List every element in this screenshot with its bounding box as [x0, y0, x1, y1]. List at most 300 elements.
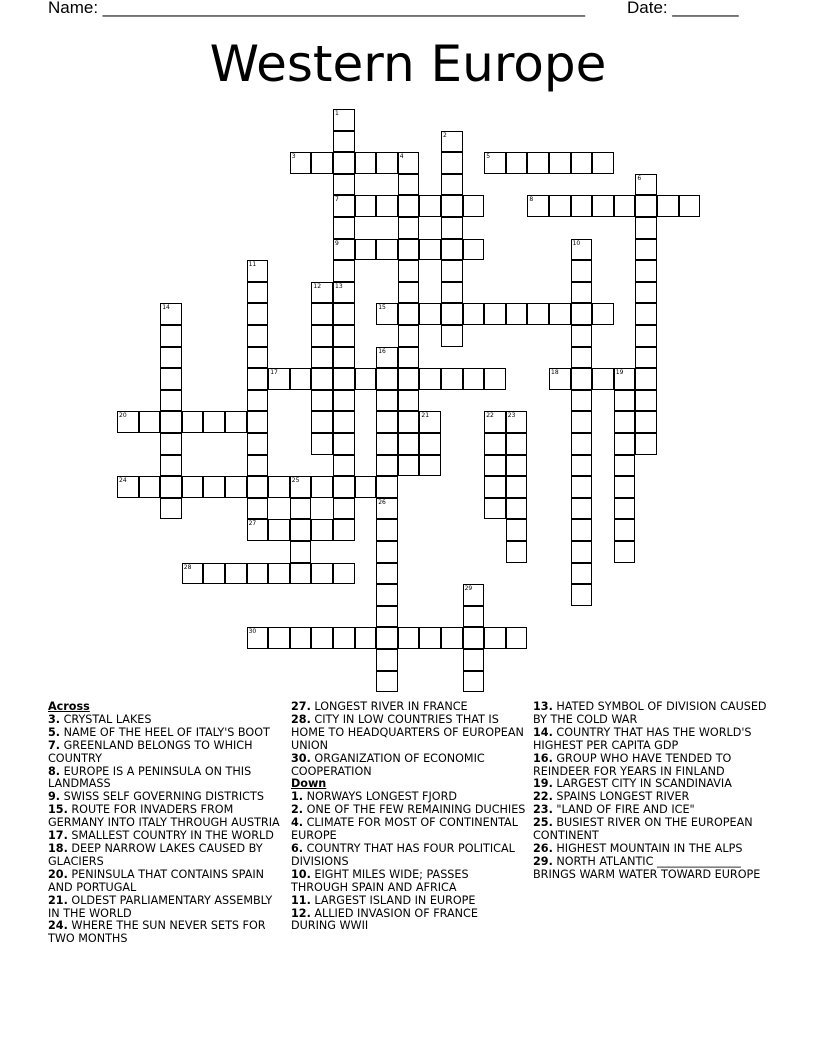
grid-cell[interactable] [247, 455, 269, 477]
grid-cell[interactable] [311, 627, 333, 649]
grid-cell[interactable] [333, 303, 355, 325]
grid-cell[interactable] [376, 584, 398, 606]
grid-cell[interactable] [355, 627, 377, 649]
grid-cell[interactable] [333, 260, 355, 282]
grid-cell[interactable] [635, 368, 657, 390]
cell-number: 3 [291, 153, 296, 161]
grid-cell[interactable] [398, 195, 420, 217]
grid-cell[interactable] [376, 347, 398, 369]
grid-cell[interactable] [376, 368, 398, 390]
grid-cell[interactable] [311, 282, 333, 304]
across-clue [48, 920, 280, 946]
clue-text: BUSIEST RIVER ON THE EUROPEAN CONTINENT [533, 816, 753, 843]
grid-cell[interactable] [117, 476, 139, 498]
grid-cell[interactable] [376, 649, 398, 671]
grid-cell[interactable] [463, 584, 485, 606]
cell-number: 23 [507, 412, 516, 420]
grid-cell[interactable] [355, 368, 377, 390]
cell-number: 19 [615, 369, 624, 377]
grid-cell[interactable] [333, 368, 355, 390]
grid-cell[interactable] [160, 498, 182, 520]
cell-number: 24 [119, 477, 127, 485]
grid-cell[interactable] [398, 347, 420, 369]
grid-cell[interactable] [333, 325, 355, 347]
clue-text: ONE OF THE FEW REMAINING DUCHIES [303, 803, 526, 817]
grid-cell[interactable] [311, 433, 333, 455]
grid-cell[interactable] [376, 627, 398, 649]
clue-text: CLIMATE FOR MOST OF CONTINENTAL EUROPE [291, 816, 518, 843]
grid-cell[interactable] [398, 627, 420, 649]
grid-cell[interactable] [419, 433, 441, 455]
grid-cell[interactable] [160, 325, 182, 347]
grid-cell[interactable] [463, 239, 485, 261]
grid-cell[interactable] [571, 563, 593, 585]
grid-cell[interactable] [549, 368, 571, 390]
grid-cell[interactable] [614, 476, 636, 498]
cell-number: 18 [551, 369, 559, 377]
grid-cell[interactable] [160, 455, 182, 477]
grid-cell[interactable] [311, 325, 333, 347]
grid-cell[interactable] [506, 541, 528, 563]
grid-cell[interactable] [419, 627, 441, 649]
clue-text: CRYSTAL LAKES [60, 712, 152, 726]
cell-number: 30 [248, 628, 257, 636]
grid-cell[interactable] [441, 282, 463, 304]
grid-cell[interactable] [506, 476, 528, 498]
grid-cell[interactable] [290, 476, 312, 498]
grid-cell[interactable] [203, 411, 225, 433]
grid-cell[interactable] [247, 390, 269, 412]
grid-cell[interactable] [247, 282, 269, 304]
grid-cell[interactable] [571, 476, 593, 498]
grid-cell[interactable] [311, 476, 333, 498]
grid-cell[interactable] [441, 239, 463, 261]
clue-number: 13. [533, 700, 553, 713]
grid-cell[interactable] [247, 519, 269, 541]
grid-cell[interactable] [182, 476, 204, 498]
clue-number: 27. [291, 700, 311, 713]
clue-number: 10. [291, 867, 311, 881]
grid-cell[interactable] [506, 303, 528, 325]
grid-cell[interactable] [268, 627, 290, 649]
clue-number: 24. [48, 919, 68, 933]
across-clue [291, 714, 526, 753]
grid-cell[interactable] [355, 476, 377, 498]
grid-cell[interactable] [635, 433, 657, 455]
grid-cell[interactable] [571, 411, 593, 433]
grid-cell[interactable] [398, 411, 420, 433]
grid-cell[interactable] [614, 519, 636, 541]
grid-cell[interactable] [484, 152, 506, 174]
grid-cell[interactable] [333, 563, 355, 585]
grid-cell[interactable] [527, 303, 549, 325]
grid-cell[interactable] [333, 455, 355, 477]
grid-cell[interactable] [225, 411, 247, 433]
grid-cell[interactable] [376, 455, 398, 477]
cell-number: 1 [335, 110, 339, 117]
grid-cell[interactable] [571, 325, 593, 347]
cell-number: 29 [464, 585, 473, 593]
name-line[interactable]: Name: ___________________________________________________ [48, 0, 585, 17]
clue-number: 11. [291, 893, 311, 907]
grid-cell[interactable] [268, 519, 290, 541]
clue-number: 2. [291, 803, 304, 817]
grid-cell[interactable] [635, 303, 657, 325]
grid-cell[interactable] [333, 152, 355, 174]
clue-text: SPAINS LONGEST RIVER [552, 790, 690, 804]
grid-cell[interactable] [376, 239, 398, 261]
grid-cell[interactable] [290, 627, 312, 649]
grid-cell[interactable] [571, 498, 593, 520]
grid-cell[interactable] [419, 368, 441, 390]
grid-cell[interactable] [333, 498, 355, 520]
across-clues-part-2 [291, 701, 526, 778]
clue-text: NAME OF THE HEEL OF ITALY'S BOOT [60, 725, 270, 739]
grid-cell[interactable] [614, 195, 636, 217]
grid-cell[interactable] [398, 325, 420, 347]
grid-cell[interactable] [333, 390, 355, 412]
grid-cell[interactable] [679, 195, 701, 217]
grid-cell[interactable] [160, 347, 182, 369]
clue-number: 14. [533, 725, 553, 739]
grid-cell[interactable] [376, 541, 398, 563]
cell-number: 6 [637, 174, 642, 182]
grid-cell[interactable] [571, 433, 593, 455]
grid-cell[interactable] [311, 390, 333, 412]
down-clues-part-1 [291, 791, 526, 933]
clue-text: ALLIED INVASION OF FRANCE DURING WWII [291, 906, 478, 933]
clue-text: CITY IN LOW COUNTRIES THAT IS HOME TO HEADQUARTERS OF EUROPEAN UNION [291, 712, 524, 752]
grid-cell[interactable] [376, 152, 398, 174]
grid-cell[interactable] [527, 195, 549, 217]
clue-text: COUNTRY THAT HAS THE WORLD'S HIGHEST PER CAPITA GDP [533, 725, 752, 752]
grid-cell[interactable] [463, 303, 485, 325]
grid-cell[interactable] [484, 455, 506, 477]
clue-number: 23. [533, 803, 553, 817]
grid-cell[interactable] [549, 195, 571, 217]
grid-cell[interactable] [203, 476, 225, 498]
grid-cell[interactable] [506, 152, 528, 174]
grid-cell[interactable] [160, 411, 182, 433]
grid-cell[interactable] [571, 455, 593, 477]
across-clues-part-1 [48, 714, 280, 946]
grid-cell[interactable] [333, 627, 355, 649]
grid-cell[interactable] [355, 239, 377, 261]
grid-cell[interactable] [571, 584, 593, 606]
cell-number: 4 [399, 153, 404, 161]
grid-cell[interactable] [614, 498, 636, 520]
grid-cell[interactable] [160, 368, 182, 390]
down-clue [533, 753, 768, 779]
grid-cell[interactable] [376, 671, 398, 693]
grid-cell[interactable] [484, 498, 506, 520]
grid-cell[interactable] [571, 541, 593, 563]
grid-cell[interactable] [247, 368, 269, 390]
grid-cell[interactable] [355, 195, 377, 217]
grid-cell[interactable] [571, 519, 593, 541]
grid-cell[interactable] [225, 476, 247, 498]
grid-cell[interactable] [311, 519, 333, 541]
grid-cell[interactable] [398, 260, 420, 282]
grid-cell[interactable] [398, 368, 420, 390]
grid-cell[interactable] [333, 282, 355, 304]
cell-number: 21 [421, 412, 430, 420]
grid-cell[interactable] [247, 325, 269, 347]
grid-cell[interactable] [247, 411, 269, 433]
grid-cell[interactable] [333, 239, 355, 261]
grid-cell[interactable] [635, 217, 657, 239]
grid-cell[interactable] [441, 260, 463, 282]
grid-cell[interactable] [506, 411, 528, 433]
cell-number: 22 [486, 412, 494, 420]
grid-cell[interactable] [247, 476, 269, 498]
grid-cell[interactable] [419, 195, 441, 217]
grid-cell[interactable] [376, 563, 398, 585]
grid-cell[interactable] [614, 390, 636, 412]
grid-cell[interactable] [376, 519, 398, 541]
grid-cell[interactable] [506, 433, 528, 455]
cell-number: 17 [270, 369, 278, 377]
grid-cell[interactable] [376, 476, 398, 498]
clue-number: 25. [533, 816, 553, 830]
grid-cell[interactable] [506, 498, 528, 520]
grid-cell[interactable] [333, 411, 355, 433]
grid-cell[interactable] [635, 195, 657, 217]
clue-text: DEEP NARROW LAKES CAUSED BY GLACIERS [48, 841, 263, 868]
grid-cell[interactable] [614, 411, 636, 433]
grid-cell[interactable] [398, 282, 420, 304]
grid-cell[interactable] [247, 498, 269, 520]
clue-text: SMALLEST COUNTRY IN THE WORLD [67, 829, 274, 843]
grid-cell[interactable] [463, 195, 485, 217]
grid-cell[interactable] [398, 217, 420, 239]
grid-cell[interactable] [571, 239, 593, 261]
grid-cell[interactable] [398, 303, 420, 325]
across-clue [48, 895, 280, 921]
grid-cell[interactable] [376, 606, 398, 628]
grid-cell[interactable] [484, 303, 506, 325]
grid-cell[interactable] [398, 455, 420, 477]
grid-cell[interactable] [247, 627, 269, 649]
grid-cell[interactable] [311, 347, 333, 369]
grid-cell[interactable] [247, 260, 269, 282]
grid-cell[interactable] [247, 347, 269, 369]
down-clue [533, 701, 768, 727]
grid-cell[interactable] [398, 239, 420, 261]
clue-text: EIGHT MILES WIDE; PASSES THROUGH SPAIN AND AFRICA [291, 867, 469, 894]
grid-cell[interactable] [225, 563, 247, 585]
grid-cell[interactable] [311, 368, 333, 390]
grid-cell[interactable] [311, 563, 333, 585]
clue-number: 7. [48, 738, 61, 752]
grid-cell[interactable] [463, 368, 485, 390]
grid-cell[interactable] [355, 152, 377, 174]
grid-cell[interactable] [160, 476, 182, 498]
grid-cell[interactable] [311, 303, 333, 325]
grid-cell[interactable] [398, 433, 420, 455]
grid-cell[interactable] [333, 476, 355, 498]
grid-cell[interactable] [376, 390, 398, 412]
grid-cell[interactable] [376, 411, 398, 433]
clue-text: NORWAYS LONGEST FJORD [303, 790, 457, 804]
grid-cell[interactable] [333, 519, 355, 541]
grid-cell[interactable] [376, 303, 398, 325]
grid-cell[interactable] [290, 368, 312, 390]
grid-cell[interactable] [549, 303, 571, 325]
cell-number: 2 [443, 131, 447, 139]
grid-cell[interactable] [592, 195, 614, 217]
grid-cell[interactable] [160, 390, 182, 412]
grid-cell[interactable] [571, 152, 593, 174]
cell-number: 28 [183, 563, 192, 571]
grid-cell[interactable] [635, 239, 657, 261]
grid-cell[interactable] [484, 368, 506, 390]
grid-cell[interactable] [635, 390, 657, 412]
grid-cell[interactable] [506, 519, 528, 541]
grid-cell[interactable] [614, 368, 636, 390]
grid-cell[interactable] [441, 325, 463, 347]
grid-cell[interactable] [614, 433, 636, 455]
grid-cell[interactable] [419, 455, 441, 477]
grid-cell[interactable] [290, 519, 312, 541]
across-clue [48, 869, 280, 895]
grid-cell[interactable] [506, 627, 528, 649]
clue-number: 6. [291, 841, 304, 855]
clue-number: 18. [48, 841, 68, 855]
grid-cell[interactable] [333, 131, 355, 153]
page-title: Western Europe [209, 35, 607, 93]
clue-text: LARGEST CITY IN SCANDINAVIA [552, 777, 732, 791]
grid-cell[interactable] [203, 563, 225, 585]
grid-cell[interactable] [635, 174, 657, 196]
clue-number: 30. [291, 751, 311, 765]
grid-cell[interactable] [571, 303, 593, 325]
grid-cell[interactable] [247, 563, 269, 585]
grid-cell[interactable] [484, 476, 506, 498]
grid-cell[interactable] [398, 174, 420, 196]
grid-cell[interactable] [290, 563, 312, 585]
cell-number: 14 [162, 304, 170, 312]
grid-cell[interactable] [484, 433, 506, 455]
across-clue [48, 804, 280, 830]
grid-cell[interactable] [376, 498, 398, 520]
grid-cell[interactable] [592, 368, 614, 390]
grid-cell[interactable] [506, 455, 528, 477]
grid-cell[interactable] [571, 195, 593, 217]
grid-cell[interactable] [635, 347, 657, 369]
grid-cell[interactable] [311, 411, 333, 433]
grid-cell[interactable] [441, 195, 463, 217]
grid-cell[interactable] [657, 195, 679, 217]
grid-cell[interactable] [419, 411, 441, 433]
grid-cell[interactable] [463, 606, 485, 628]
grid-cell[interactable] [571, 260, 593, 282]
grid-cell[interactable] [247, 303, 269, 325]
grid-cell[interactable] [290, 498, 312, 520]
grid-cell[interactable] [117, 411, 139, 433]
grid-cell[interactable] [484, 411, 506, 433]
down-heading: Down [291, 777, 327, 791]
cell-number: 16 [378, 347, 386, 355]
grid-cell[interactable] [571, 368, 593, 390]
grid-cell[interactable] [571, 347, 593, 369]
grid-cell[interactable] [592, 303, 614, 325]
grid-cell[interactable] [333, 109, 355, 131]
grid-cell[interactable] [441, 152, 463, 174]
grid-cell[interactable] [333, 174, 355, 196]
grid-cell[interactable] [441, 303, 463, 325]
grid-cell[interactable] [441, 217, 463, 239]
grid-cell[interactable] [419, 239, 441, 261]
grid-cell[interactable] [182, 563, 204, 585]
grid-cell[interactable] [441, 627, 463, 649]
grid-cell[interactable] [290, 152, 312, 174]
grid-cell[interactable] [268, 476, 290, 498]
grid-cell[interactable] [398, 390, 420, 412]
grid-cell[interactable] [160, 433, 182, 455]
grid-cell[interactable] [182, 411, 204, 433]
grid-cell[interactable] [376, 195, 398, 217]
clue-text: "LAND OF FIRE AND ICE" [552, 803, 695, 817]
clue-text: EUROPE IS A PENINSULA ON THIS LANDMASS [48, 764, 252, 791]
grid-cell[interactable] [549, 152, 571, 174]
across-clue [48, 766, 280, 792]
down-clue [533, 727, 768, 753]
grid-cell[interactable] [398, 152, 420, 174]
down-clue [291, 908, 526, 934]
grid-cell[interactable] [571, 282, 593, 304]
date-line[interactable]: Date: _______ [627, 0, 739, 17]
grid-cell[interactable] [571, 390, 593, 412]
grid-cell[interactable] [463, 627, 485, 649]
grid-cell[interactable] [484, 627, 506, 649]
grid-cell[interactable] [333, 433, 355, 455]
grid-cell[interactable] [635, 411, 657, 433]
grid-cell[interactable] [441, 131, 463, 153]
grid-cell[interactable] [614, 455, 636, 477]
grid-cell[interactable] [592, 152, 614, 174]
grid-cell[interactable] [635, 325, 657, 347]
grid-cell[interactable] [635, 260, 657, 282]
grid-cell[interactable] [290, 541, 312, 563]
clue-text: WHERE THE SUN NEVER SETS FOR TWO MONTHS [48, 919, 266, 946]
clue-number: 15. [48, 803, 68, 817]
grid-cell[interactable] [268, 563, 290, 585]
grid-cell[interactable] [139, 476, 161, 498]
grid-cell[interactable] [441, 368, 463, 390]
grid-cell[interactable] [635, 282, 657, 304]
grid-cell[interactable] [441, 174, 463, 196]
grid-cell[interactable] [419, 303, 441, 325]
grid-cell[interactable] [463, 671, 485, 693]
grid-cell[interactable] [463, 649, 485, 671]
grid-cell[interactable] [333, 195, 355, 217]
grid-cell[interactable] [311, 152, 333, 174]
grid-cell[interactable] [268, 368, 290, 390]
down-clue [533, 817, 768, 843]
grid-cell[interactable] [614, 541, 636, 563]
grid-cell[interactable] [247, 433, 269, 455]
cell-number: 8 [529, 196, 534, 204]
clue-number: 9. [48, 790, 61, 804]
grid-cell[interactable] [333, 347, 355, 369]
grid-cell[interactable] [333, 217, 355, 239]
clue-text: HIGHEST MOUNTAIN IN THE ALPS [552, 841, 743, 855]
grid-cell[interactable] [160, 303, 182, 325]
grid-cell[interactable] [376, 433, 398, 455]
grid-cell[interactable] [139, 411, 161, 433]
grid-cell[interactable] [527, 152, 549, 174]
